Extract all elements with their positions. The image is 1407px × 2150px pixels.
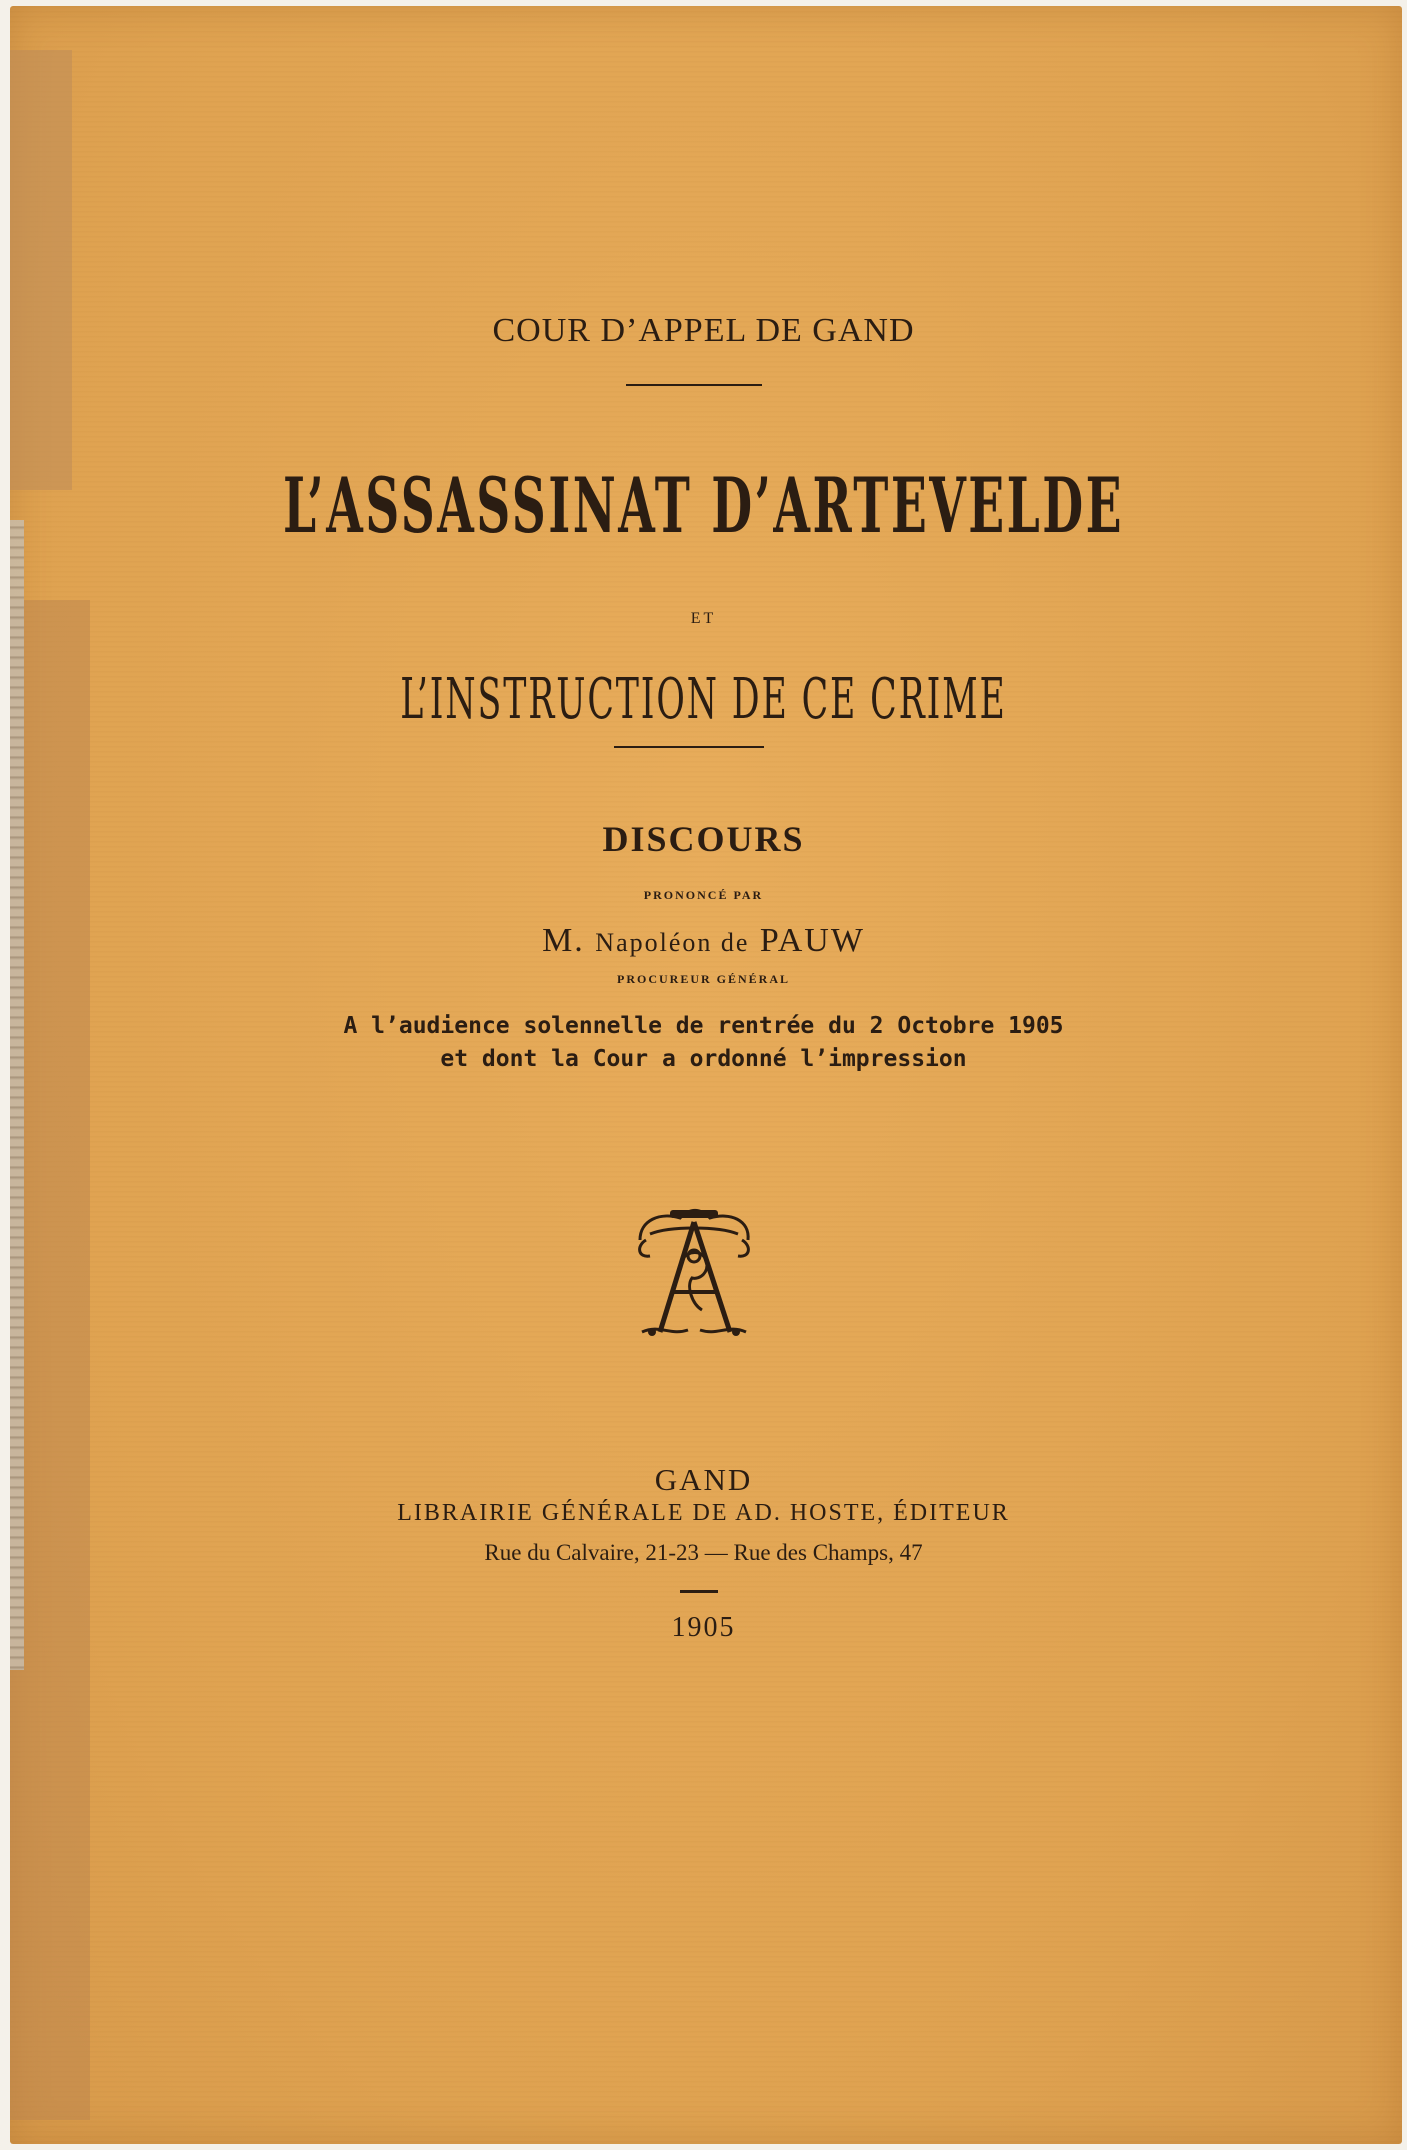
genre-heading: DISCOURS bbox=[602, 819, 805, 859]
publication-city: GAND bbox=[654, 1462, 753, 1497]
publisher-name: LIBRAIRIE GÉNÉRALE DE AD. HOSTE, ÉDITEUR bbox=[397, 1500, 1010, 1526]
pronounced-by: PRONONCÉ PAR bbox=[643, 888, 764, 902]
spine-tape-upper bbox=[10, 50, 72, 490]
conjunction: ET bbox=[690, 610, 717, 627]
occasion-line: A l’audience solennelle de rentrée du 2 Octobre 1905 bbox=[343, 1013, 1064, 1039]
divider-rule bbox=[614, 746, 764, 748]
author-given-name: Napoléon de bbox=[595, 928, 750, 957]
author-family-name: PAUW bbox=[759, 922, 865, 959]
main-title: L’ASSASSINAT D’ARTEVELDE bbox=[282, 461, 1125, 550]
divider-rule bbox=[626, 384, 762, 386]
publisher-monogram-emblem-icon bbox=[630, 1200, 758, 1342]
author-name bbox=[0, 922, 1407, 960]
publisher-address: Rue du Calvaire, 21-23 — Rue des Champs, 47 bbox=[484, 1540, 923, 1565]
publication-year: 1905 bbox=[671, 1612, 736, 1643]
author-prefix: M. bbox=[542, 922, 585, 959]
court-heading: COUR D’APPEL DE GAND bbox=[492, 312, 915, 349]
occasion bbox=[0, 1010, 1407, 1076]
author-office: PROCUREUR GÉNÉRAL bbox=[616, 972, 790, 986]
occasion-line: et dont la Cour a ordonné l’impression bbox=[440, 1046, 967, 1072]
divider-rule bbox=[680, 1590, 718, 1593]
subtitle: L’INSTRUCTION DE CE CRIME bbox=[400, 667, 1007, 732]
